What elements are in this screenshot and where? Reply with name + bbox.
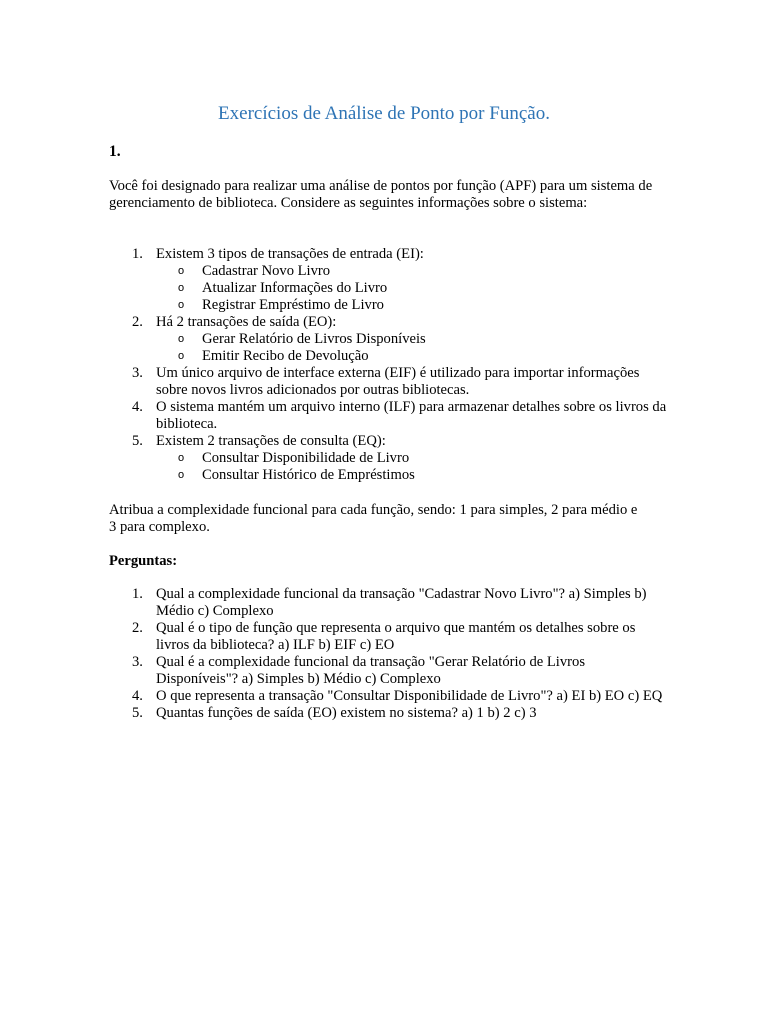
question-text: Qual a complexidade funcional da transação "Cadastrar Novo Livro"? a) Simples b) Médio c) Complexo xyxy=(156,586,647,619)
question-number: 5. xyxy=(132,705,143,721)
info-subitem-text: Registrar Empréstimo de Livro xyxy=(202,297,384,313)
info-subitem-text: Emitir Recibo de Devolução xyxy=(202,348,369,364)
info-item-text: Há 2 transações de saída (EO): xyxy=(156,314,337,330)
info-subitem-text: Cadastrar Novo Livro xyxy=(202,263,331,279)
info-subitem xyxy=(109,280,669,297)
info-subitem xyxy=(109,297,669,314)
question-number: 3. xyxy=(132,654,143,670)
info-subitem xyxy=(109,263,669,280)
info-subitem-text: Consultar Histórico de Empréstimos xyxy=(202,467,415,483)
closing-paragraph: Atribua a complexidade funcional para cada função, sendo: 1 para simples, 2 para médio e 3 para complexo. xyxy=(109,502,638,535)
question-text: Qual é o tipo de função que representa o arquivo que mantém os detalhes sobre os livros da biblioteca? a) ILF b) EIF c) EO xyxy=(156,620,636,653)
question-text: Qual é a complexidade funcional da transação "Gerar Relatório de Livros Disponíveis"? a) Simples b) Médio c) Complexo xyxy=(156,654,585,687)
info-item-number: 1. xyxy=(132,246,143,262)
info-item-text: Um único arquivo de interface externa (EIF) é utilizado para importar informações sobre novos livros adicionados por outras bibliotecas. xyxy=(156,365,640,398)
info-subitem xyxy=(109,331,669,348)
info-item-number: 4. xyxy=(132,399,143,415)
document-title: Exercícios de Análise de Ponto por Função. xyxy=(218,103,550,124)
info-list xyxy=(109,246,669,484)
question-item xyxy=(109,705,669,722)
info-subitem-text: Consultar Disponibilidade de Livro xyxy=(202,450,410,466)
info-item-number: 5. xyxy=(132,433,143,449)
info-item xyxy=(109,314,669,331)
intro-paragraph: Você foi designado para realizar uma análise de pontos por função (APF) para um sistema de gerenciamento de biblioteca. Considere as seguintes informações sobre o sistema: xyxy=(109,178,653,211)
question-number: 2. xyxy=(132,620,143,636)
section-number: 1. xyxy=(109,143,121,160)
info-item-number: 3. xyxy=(132,365,143,381)
info-subitem xyxy=(109,450,669,467)
question-text: Quantas funções de saída (EO) existem no sistema? a) 1 b) 2 c) 3 xyxy=(156,705,537,721)
bullet-icon: o xyxy=(178,282,185,294)
question-number: 1. xyxy=(132,586,143,602)
bullet-icon: o xyxy=(178,469,185,481)
bullet-icon: o xyxy=(178,333,185,345)
info-subitem xyxy=(109,348,669,365)
info-item-number: 2. xyxy=(132,314,143,330)
info-item xyxy=(109,246,669,263)
bullet-icon: o xyxy=(178,265,185,277)
info-item xyxy=(109,365,669,399)
info-subitem xyxy=(109,467,669,484)
info-subitem-text: Gerar Relatório de Livros Disponíveis xyxy=(202,331,426,347)
bullet-icon: o xyxy=(178,350,185,362)
info-subitem-text: Atualizar Informações do Livro xyxy=(202,280,388,296)
bullet-icon: o xyxy=(178,452,185,464)
question-item xyxy=(109,654,669,688)
info-item-text: O sistema mantém um arquivo interno (ILF) para armazenar detalhes sobre os livros da biblioteca. xyxy=(156,399,667,432)
info-item xyxy=(109,433,669,450)
question-number: 4. xyxy=(132,688,143,704)
question-item xyxy=(109,620,669,654)
questions-list xyxy=(109,586,669,722)
questions-heading: Perguntas: xyxy=(109,553,178,569)
info-item-text: Existem 2 transações de consulta (EQ): xyxy=(156,433,386,449)
question-item xyxy=(109,586,669,620)
bullet-icon: o xyxy=(178,299,185,311)
question-item xyxy=(109,688,669,705)
question-text: O que representa a transação "Consultar Disponibilidade de Livro"? a) EI b) EO c) EQ xyxy=(156,688,663,704)
info-item xyxy=(109,399,669,433)
info-item-text: Existem 3 tipos de transações de entrada (EI): xyxy=(156,246,424,262)
